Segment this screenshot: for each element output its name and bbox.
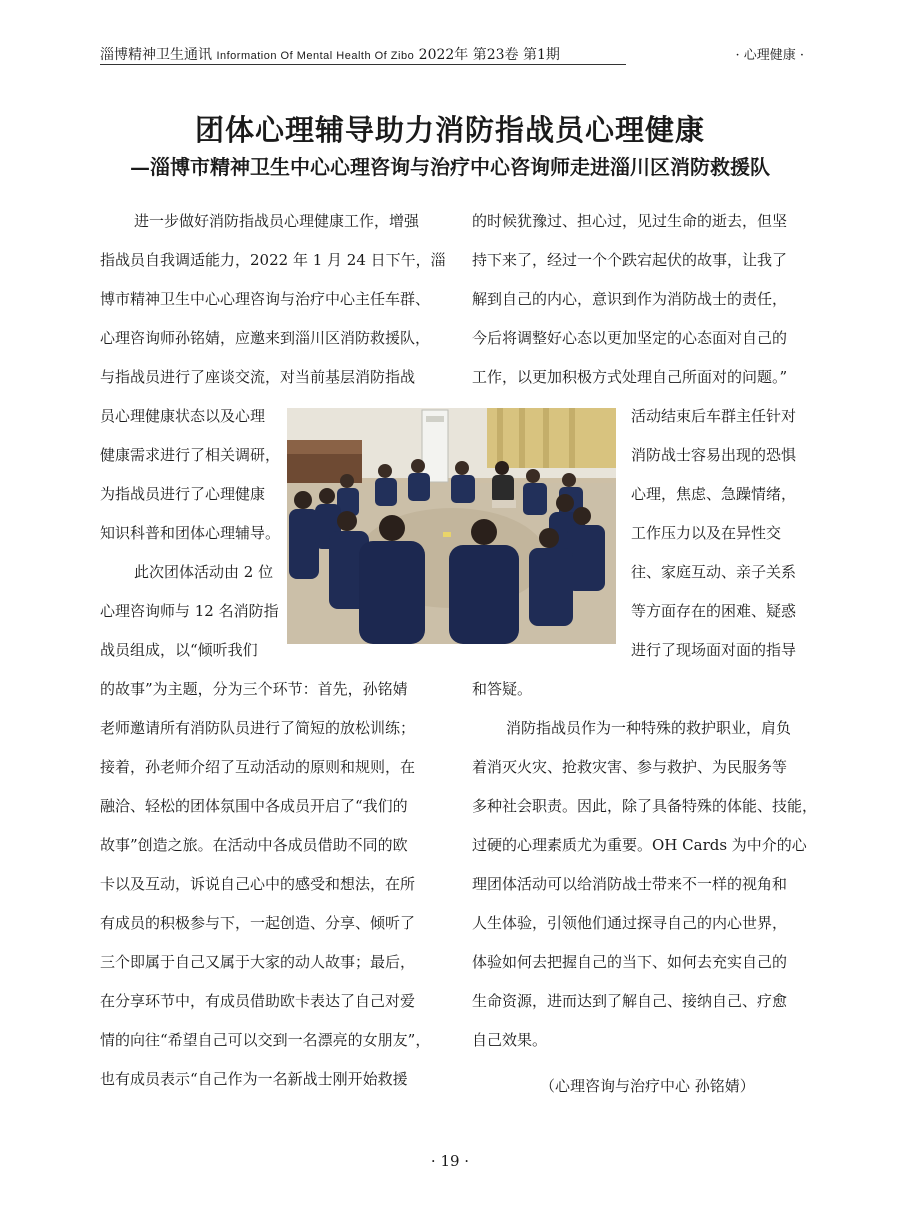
text-line: 知识科普和团体心理辅导。 [100, 524, 281, 542]
article-title: 团体心理辅导助力消防指战员心理健康 [194, 113, 705, 147]
text-line: 员心理健康状态以及心理 [100, 407, 266, 425]
text-line: 理团体活动可以给消防战士带来不一样的视角和 [472, 875, 788, 893]
text-line: 此次团体活动由 2 位 [134, 563, 274, 581]
journal-name-cn: 淄博精神卫生通讯 [100, 47, 212, 63]
text-line: 情的向往“希望自己可以交到一名漂亮的女朋友”， [100, 1031, 431, 1049]
journal-header [100, 44, 560, 64]
text-line: 活动结束后车群主任针对 [631, 407, 797, 425]
text-line: 有成员的积极参与下，一起创造、分享、倾听了 [100, 914, 416, 932]
text-line: 体验如何去把握自己的当下、如何去充实自己的 [472, 953, 788, 971]
text-line: 等方面存在的困难、疑惑 [631, 602, 797, 620]
text-line: 心理咨询师与 12 名消防指 [100, 602, 279, 620]
text-line: 的故事”为主题，分为三个环节：首先，孙铭婧 [100, 680, 408, 698]
group-session-photo [287, 408, 616, 644]
text-line: 人生体验，引领他们通过探寻自己的内心世界， [472, 914, 788, 932]
text-line: 老师邀请所有消防队员进行了简短的放松训练； [100, 719, 416, 737]
text-line: 也有成员表示“自己作为一名新战士刚开始救援 [100, 1070, 408, 1088]
text-line: 工作压力以及在异性交 [631, 524, 782, 542]
text-line: 健康需求进行了相关调研， [100, 446, 281, 464]
article-subtitle: —淄博市精神卫生中心心理咨询与治疗中心咨询师走进淄川区消防救援队 [130, 155, 770, 179]
text-line: 自己效果。 [472, 1031, 548, 1049]
text-line: 融洽、轻松的团体氛围中各成员开启了“我们的 [100, 797, 408, 815]
text-line: 为指战员进行了心理健康 [100, 485, 266, 503]
text-line: 博市精神卫生中心心理咨询与治疗中心主任车群、 [100, 290, 431, 308]
journal-name-en: Information Of Mental Health Of Zibo [216, 50, 415, 62]
photo-illustration [287, 408, 616, 644]
text-line: 进一步做好消防指战员心理健康工作，增强 [134, 212, 420, 230]
text-line: 三个即属于自己又属于大家的动人故事；最后， [100, 953, 416, 971]
text-line: 与指战员进行了座谈交流，对当前基层消防指战 [100, 368, 416, 386]
journal-issue: 2022年 第23卷 第1期 [418, 47, 560, 63]
text-line: 工作，以更加积极方式处理自己所面对的问题。” [472, 368, 788, 386]
text-line: 消防战士容易出现的恐惧 [631, 446, 797, 464]
text-line: 和答疑。 [472, 680, 533, 698]
text-line: 战员组成，以“倾听我们 [100, 641, 258, 659]
text-line: 故事”创造之旅。在活动中各成员借助不同的欧 [100, 836, 408, 854]
text-line: 在分享环节中，有成员借助欧卡表达了自己对爱 [100, 992, 416, 1010]
text-line: 的时候犹豫过、担心过，见过生命的逝去，但坚 [472, 212, 788, 230]
text-line: 指战员自我调适能力，2022 年 1 月 24 日下午，淄 [100, 251, 446, 269]
text-line: 消防指战员作为一种特殊的救护职业，肩负 [506, 719, 792, 737]
author-byline: （心理咨询与治疗中心 孙铭婧） [540, 1077, 755, 1095]
text-line: 持下来了，经过一个个跌宕起伏的故事，让我了 [472, 251, 788, 269]
header-rule [100, 64, 626, 65]
text-line: 生命资源，进而达到了解自己、接纳自己、疗愈 [472, 992, 788, 1010]
text-line: 心理，焦虑、急躁情绪， [631, 485, 797, 503]
text-line: 着消灭火灾、抢救灾害、参与救护、为民服务等 [472, 758, 788, 776]
page-number: · 19 · [430, 1152, 470, 1170]
text-line: 心理咨询师孙铭婧，应邀来到淄川区消防救援队， [100, 329, 431, 347]
text-line: 解到自己的内心，意识到作为消防战士的责任， [472, 290, 788, 308]
text-line: 多种社会职责。因此，除了具备特殊的体能、技能， [472, 797, 818, 815]
text-line: 过硬的心理素质尤为重要。OH Cards 为中介的心 [472, 836, 807, 854]
text-line: 卡以及互动，诉说自己心中的感受和想法，在所 [100, 875, 416, 893]
section-label: · 心理健康 · [735, 48, 804, 63]
text-line: 接着，孙老师介绍了互动活动的原则和规则，在 [100, 758, 416, 776]
text-line: 往、家庭互动、亲子关系 [631, 563, 797, 581]
text-line: 今后将调整好心态以更加坚定的心态面对自己的 [472, 329, 788, 347]
text-line: 进行了现场面对面的指导 [631, 641, 797, 659]
